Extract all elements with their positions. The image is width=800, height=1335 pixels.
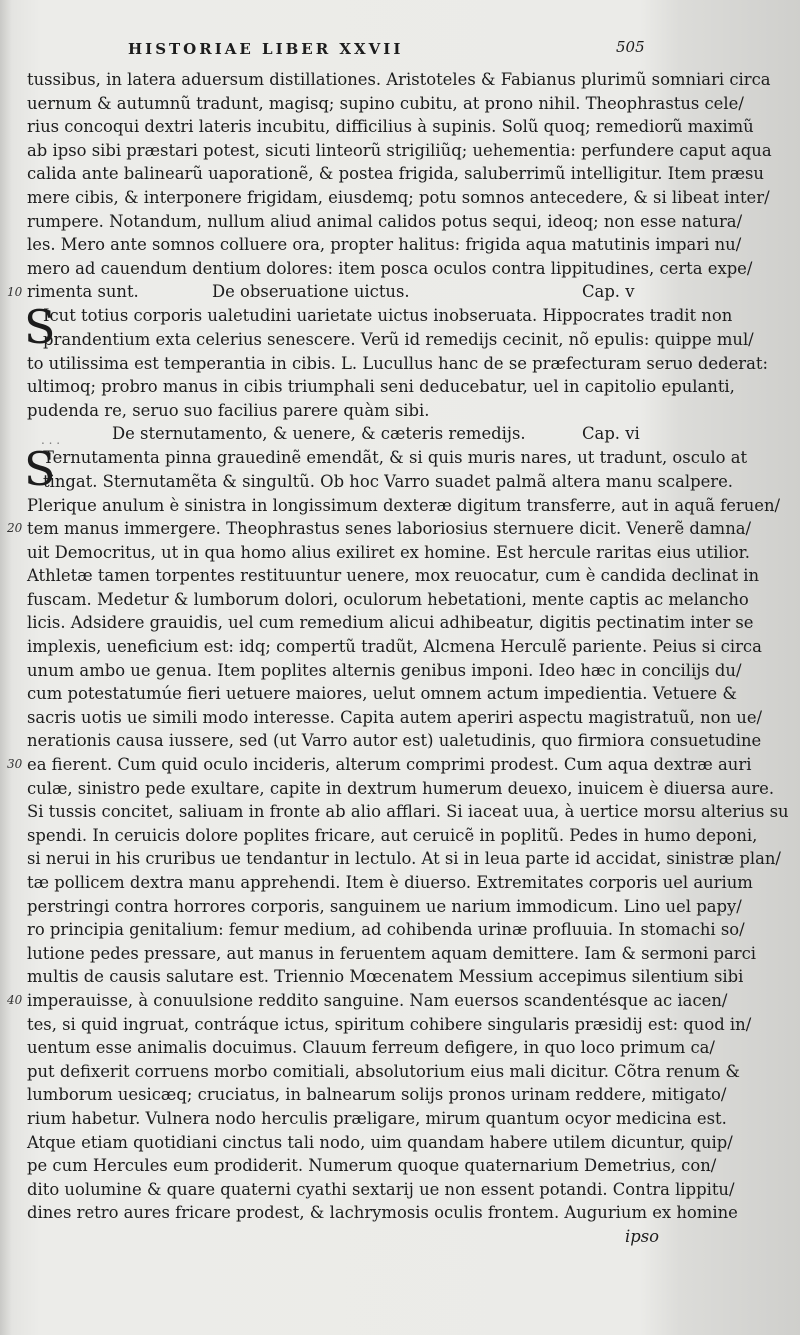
- text-line: Icut totius corporis ualetudini uarietate uictus inobseruata. Hippocrates tradit non: [43, 306, 733, 326]
- drop-cap-s: S: [24, 300, 56, 355]
- text-line: ab ipso sibi præstari potest, sicuti linteorũ strigiliũq; uehementia: perfundere caput aqua: [27, 140, 772, 160]
- heading-de-obseruatione: [7, 280, 655, 304]
- text-line: cum potestatumúe fieri uetuere maiores, uelut omnem actum impedientia. Vetuere &: [27, 684, 737, 704]
- text-line: multis de causis salutare est. Triennio Mœcenatem Messium accepimus silentium sibi: [27, 967, 744, 987]
- text-line: to utilissima est temperantia in cibis. L. Lucullus hanc de se præfecturam seruo dederat:: [27, 353, 769, 373]
- text-line: prandentium exta celerius senescere. Verũ id remedijs cecinit, nõ epulis: quippe mul/: [43, 329, 754, 349]
- text-line: spendi. In ceruicis dolore poplites fricare, aut ceruicẽ in poplitũ. Pedes in humo deponi,: [27, 825, 758, 845]
- line-number: 30: [7, 757, 23, 772]
- text-line: implexis, ueneficium est: idq; compertũ tradũt, Alcmena Herculẽ pariente. Peius si circa: [27, 637, 762, 657]
- text-line: sacris uotis ue simili modo interesse. Capita autem aperiri aspectu magistratuũ, non ue/: [27, 707, 763, 727]
- line-number-10: 10: [7, 285, 23, 300]
- text-line: ultimoq; probro manus in cibis triumphali seni deducebatur, uel in capitolio epulanti,: [27, 377, 735, 397]
- catchword: ipso: [625, 1226, 660, 1246]
- page-header: [0, 38, 800, 68]
- text-line: ro principia genitalium: femur medium, ad cohibenda urinæ profluuia. In stomachi so/: [27, 920, 745, 940]
- text-line: culæ, sinistro pede exultare, capite in dextrum humerum deuexo, inuicem è diuersa aure.: [27, 778, 775, 798]
- text-line: uernum & autumnũ tradunt, magisq; supino cubitu, at prono nihil. Theophrastus cele/: [27, 93, 744, 113]
- section-1-closing: rimenta sunt.: [27, 282, 139, 302]
- text-line: pe cum Hercules eum prodiderit. Numerum quoque quaternarium Demetrius, con/: [27, 1156, 717, 1176]
- marginal-dots: . . .: [41, 433, 61, 448]
- text-body: [7, 68, 789, 1249]
- text-line: licis. Adsidere grauidis, uel cum remedium alicui adhibeatur, digitis pectinatim inter se: [27, 613, 754, 633]
- running-head: HISTORIAE LIBER XXVII: [128, 40, 404, 58]
- text-line: Athletæ tamen torpentes restituuntur uenere, mox reuocatur, cum è candida declinat in: [27, 566, 760, 586]
- text-line: tes, si quid ingruat, contráque ictus, spiritum cohibere singularis præsidij est: quod in/: [27, 1014, 752, 1034]
- text-line: ea fierent. Cum quid oculo incideris, alterum comprimi prodest. Cum aqua dextræ auri 30: [27, 753, 655, 777]
- text-line: mere cibis, & interponere frigidam, eiusdemq; potu somnos antecedere, & si libeat inter/: [27, 187, 770, 207]
- text-line: uentum esse animalis docuimus. Clauum ferreum defigere, in quo loco primum ca/: [27, 1038, 715, 1058]
- text-line: imperauisse, à conuulsione reddito sanguine. Nam euersos scandentésque ac iacen/ 40: [27, 989, 655, 1013]
- text-line: tingat. Sternutamẽta & singultũ. Ob hoc Varro suadet palmã altera manu scalpere.: [43, 471, 734, 491]
- text-line: lutione pedes pressare, aut manus in feruentem aquam demittere. Iam & sermoni parci: [27, 943, 757, 963]
- text-line: dito uolumine & quare quaterni cyathi sextarij ue non essent potandi. Contra lippitu/: [27, 1179, 735, 1199]
- text-line: si nerui in his cruribus ue tendantur in lectulo. At si in leua parte id accidat, sinistræ plan/: [27, 849, 781, 869]
- catchword-line: [27, 1225, 660, 1249]
- text-line: perstringi contra horrores corporis, sanguinem ue narium immodicum. Lino uel papy/: [27, 896, 742, 916]
- folio-number: 505: [616, 38, 645, 56]
- text-line: nerationis causa iussere, sed (ut Varro autor est) ualetudinis, quo firmiora consuetudine: [27, 731, 762, 751]
- text-line: unum ambo ue genua. Item poplites alternis genibus imponi. Ideo hæc in concilijs du/: [27, 660, 742, 680]
- text-line: uit Democritus, ut in qua homo alius exiliret ex homine. Est hercule raritas eius utilior.: [27, 542, 750, 562]
- chapter-number-v: Cap. v: [582, 282, 635, 302]
- text-line: rius concoqui dextri lateris incubitu, difficilius à supinis. Solũ quoq; remediorũ maximũ: [27, 117, 754, 137]
- text-line: Si tussis concitet, saliuam in fronte ab alio afflari. Si iaceat uua, à uertice morsu alterius su: [27, 802, 789, 822]
- heading-de-sternutamento: [27, 422, 655, 446]
- text-line: les. Mero ante somnos colluere ora, propter halitus: frigida aqua matutinis impari nu/: [27, 235, 742, 255]
- text-line: pudenda re, seruo suo facilius parere quàm sibi.: [27, 400, 430, 420]
- text-line: fuscam. Medetur & lumborum dolori, oculorum hebetationi, mente captis ac melancho: [27, 589, 749, 609]
- section-3: [7, 442, 789, 1225]
- text-line: tem manus immergere. Theophrastus senes laboriosius sternuere dicit. Venerẽ damna/ 20: [27, 517, 655, 541]
- text-line: Atque etiam quotidiani cinctus tali nodo, uim quandam habere utilem dicuntur, quip/: [27, 1132, 733, 1152]
- text-line: rumpere. Notandum, nullum aliud animal calidos potus sequi, ideoq; non esse natura/: [27, 211, 743, 231]
- chapter-title-vi: De sternutamento, & uenere, & cæteris remedijs.: [112, 424, 526, 444]
- chapter-title-v: De obseruatione uictus.: [212, 282, 410, 302]
- text-line: rium habetur. Vulnera nodo herculis præligare, mirum quantum ocyor medicina est.: [27, 1108, 727, 1128]
- line-number: 20: [7, 521, 23, 536]
- drop-cap-s-2: S: [24, 442, 56, 497]
- text-line: mero ad cauendum dentium dolores: item posca oculos contra lippitudines, certa expe/: [27, 258, 753, 278]
- text-line: lumborum uesicæq; cruciatus, in balnearum solijs pronos urinam reddere, mitigato/: [27, 1085, 727, 1105]
- text-line: calida ante balinearũ uaporationẽ, & postea frigida, saluberrimũ intelligitur. Item præsu: [27, 164, 764, 184]
- text-line: put defixerit corruens morbo comitiali, absolutorium eius mali dicitur. Cõtra renum &: [27, 1061, 740, 1081]
- chapter-number-vi: Cap. vi: [582, 424, 640, 444]
- text-line: dines retro aures fricare prodest, & lachrymosis oculis frontem. Augurium ex homine: [27, 1203, 738, 1223]
- text-line: Plerique anulum è sinistra in longissimum dexteræ digitum transferre, aut in aquã feruen/: [27, 495, 781, 515]
- section-1: [27, 68, 772, 280]
- text-line: tæ pollicem dextra manu apprehendi. Item è diuerso. Extremitates corporis uel aurium: [27, 873, 753, 892]
- text-line: tussibus, in latera aduersum distillationes. Aristoteles & Fabianus plurimũ somniari circa: [27, 70, 771, 89]
- text-line: Ternutamenta pinna grauedinẽ emendãt, & si quis muris nares, ut tradunt, osculo at: [43, 448, 748, 468]
- section-2: [24, 300, 769, 422]
- line-number: 40: [7, 992, 23, 1007]
